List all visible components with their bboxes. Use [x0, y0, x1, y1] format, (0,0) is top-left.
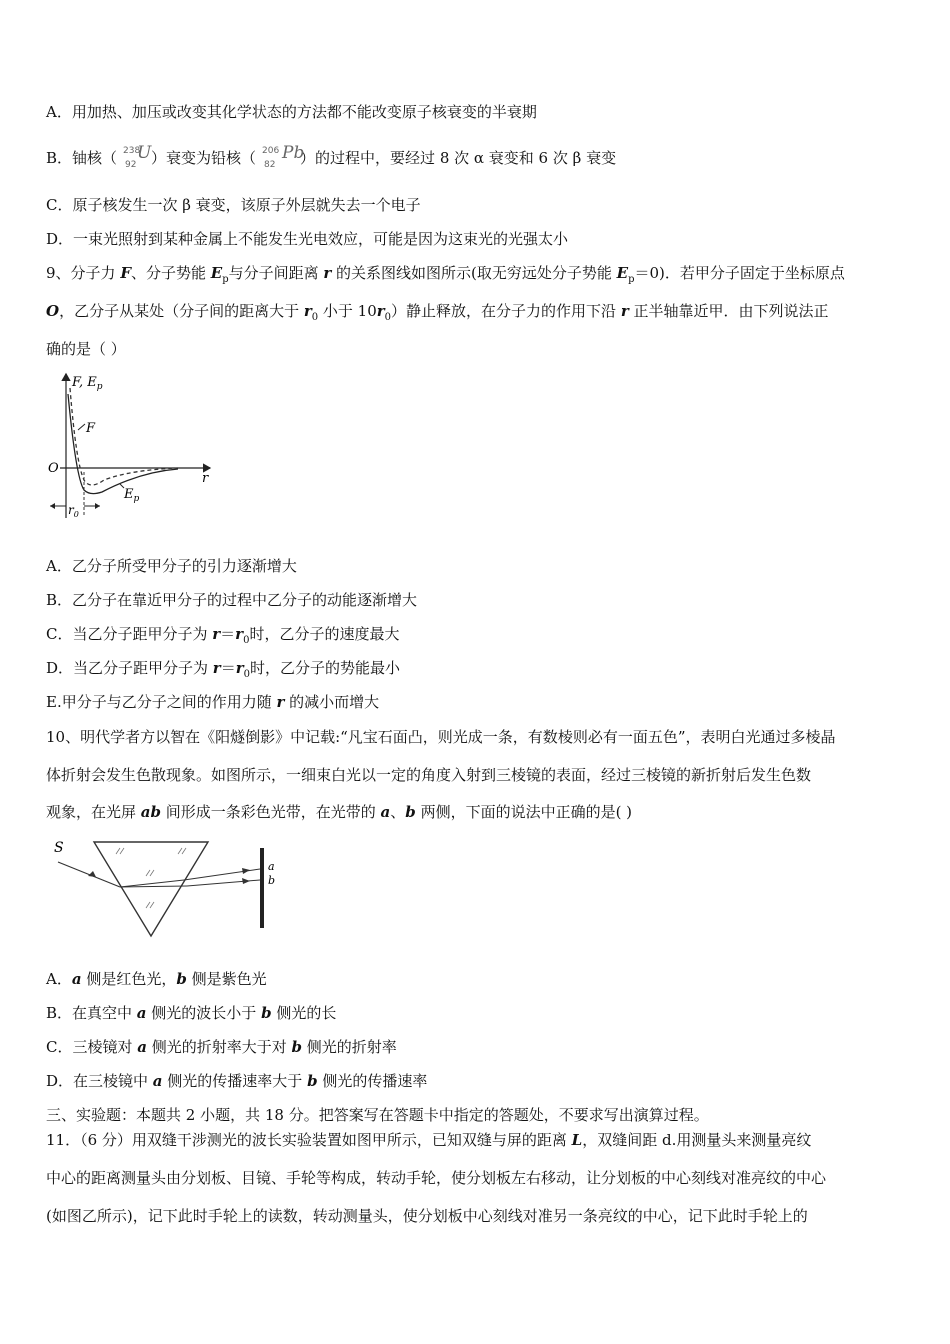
q8-option-b [46, 143, 617, 170]
lead-nuclide [256, 143, 305, 170]
q10-stem-line1: 10、明代学者方以智在《阳燧倒影》中记载:“凡宝石面凸，则光成一条，有数棱则必有一面五色”，表明白光通过多棱晶 [46, 728, 836, 746]
q9-stem-line1: 9、分子力 F、分子势能 $E_p$与分子间距离 r 的关系图线如图所示(取无穷远处分子势能 $E_p=0$)．若甲分子固定于坐标原点 [46, 264, 845, 285]
pb-symbol: Pb [282, 143, 305, 163]
q8-b-mid: ）衰变为铅核（ [151, 149, 257, 167]
q10-stem-line2: 体折射会发生色散现象。如图所示，一细束白光以一定的角度入射到三棱镜的表面，经过三棱镜的新折射后发生色数 [46, 766, 812, 784]
q9-option-d: D．当乙分子距甲分子为 $r=r_0$时，乙分子的势能最小 [46, 659, 401, 680]
force-label: F [86, 421, 96, 436]
q9-option-a: A．乙分子所受甲分子的引力逐渐增大 [46, 557, 297, 575]
pb-mass-number: 206 [262, 146, 280, 156]
q8-b-prefix: B．铀核（ [46, 149, 118, 167]
q8-option-c: C．原子核发生一次 β 衰变，该原子外层就失去一个电子 [46, 196, 421, 214]
q11-stem-line3: (如图乙所示)，记下此时手轮上的读数，转动测量头，使分划板中心刻线对准另一条亮纹的中心，记下此时手轮上的 [46, 1207, 808, 1225]
u-symbol: U [137, 143, 152, 163]
q10-stem-line3: 观象，在光屏 ab 间形成一条彩色光带，在光带的 a、b 两侧，下面的说法中正确的是( ) [46, 803, 633, 821]
origin-label: O [48, 461, 59, 476]
q9-stem-line3: 确的是（ ） [46, 340, 126, 358]
q10-option-b: B．在真空中 a 侧光的波长小于 b 侧光的长 [46, 1004, 337, 1022]
section-3-heading: 三、实验题：本题共 2 小题，共 18 分。把答案写在答题卡中指定的答题处，不要求写出演算过程。 [46, 1106, 709, 1124]
light-screen [260, 848, 264, 928]
uranium-nuclide [117, 143, 152, 170]
q9-option-c: C．当乙分子距甲分子为 $r=r_0$时，乙分子的速度最大 [46, 625, 400, 646]
q9-option-e: E.甲分子与乙分子之间的作用力随 r 的减小而增大 [46, 693, 380, 711]
incident-ray [58, 862, 120, 887]
prism [94, 842, 208, 936]
q10-option-a: A．a 侧是红色光，b 侧是紫色光 [46, 970, 267, 988]
q11-stem-line1: 11．（6 分）用双缝干涉测光的波长实验装置如图甲所示，已知双缝与屏的距离 L，双缝间距 d.用测量头来测量亮纹 [46, 1131, 812, 1149]
band-label-a: a [268, 860, 275, 873]
q8-option-d: D．一束光照射到某种金属上不能发生光电效应，可能是因为这束光的光强太小 [46, 230, 569, 248]
q9-option-b: B．乙分子在靠近甲分子的过程中乙分子的动能逐渐增大 [46, 591, 418, 609]
q10-prism-diagram [50, 836, 290, 946]
r0-label: $r_0$ [68, 503, 79, 519]
q8-option-a: A．用加热、加压或改变其化学状态的方法都不能改变原子核衰变的半衰期 [46, 103, 537, 121]
u-mass-number: 238 [123, 146, 141, 156]
q9-stem-line2: O，乙分子从某处（分子间的距离大于 $r_0$ 小于 $10r_0$）静止释放，在分子力的作用下沿 r 正半轴靠近甲．由下列说法正 [46, 302, 829, 323]
r-axis-label: r [202, 471, 209, 486]
potential-label: $E_p$ [124, 487, 140, 504]
u-atomic-number: 92 [125, 160, 137, 170]
q10-option-d: D．在三棱镜中 a 侧光的传播速率大于 b 侧光的传播速率 [46, 1072, 428, 1090]
source-label: S [54, 840, 64, 856]
q9-force-potential-graph [40, 368, 220, 526]
axis-y-label: F, $E_p$ [72, 375, 103, 392]
q10-option-c: C．三棱镜对 a 侧光的折射率大于对 b 侧光的折射率 [46, 1038, 397, 1056]
pb-atomic-number: 82 [264, 160, 276, 170]
band-label-b: b [268, 874, 276, 887]
q11-stem-line2: 中心的距离测量头由分划板、目镜、手轮等构成，转动手轮，使分划板左右移动，让分划板的中心刻线对准亮纹的中心 [46, 1169, 827, 1187]
q8-b-suffix: ）的过程中，要经过 8 次 α 衰变和 6 次 β 衰变 [300, 149, 617, 167]
